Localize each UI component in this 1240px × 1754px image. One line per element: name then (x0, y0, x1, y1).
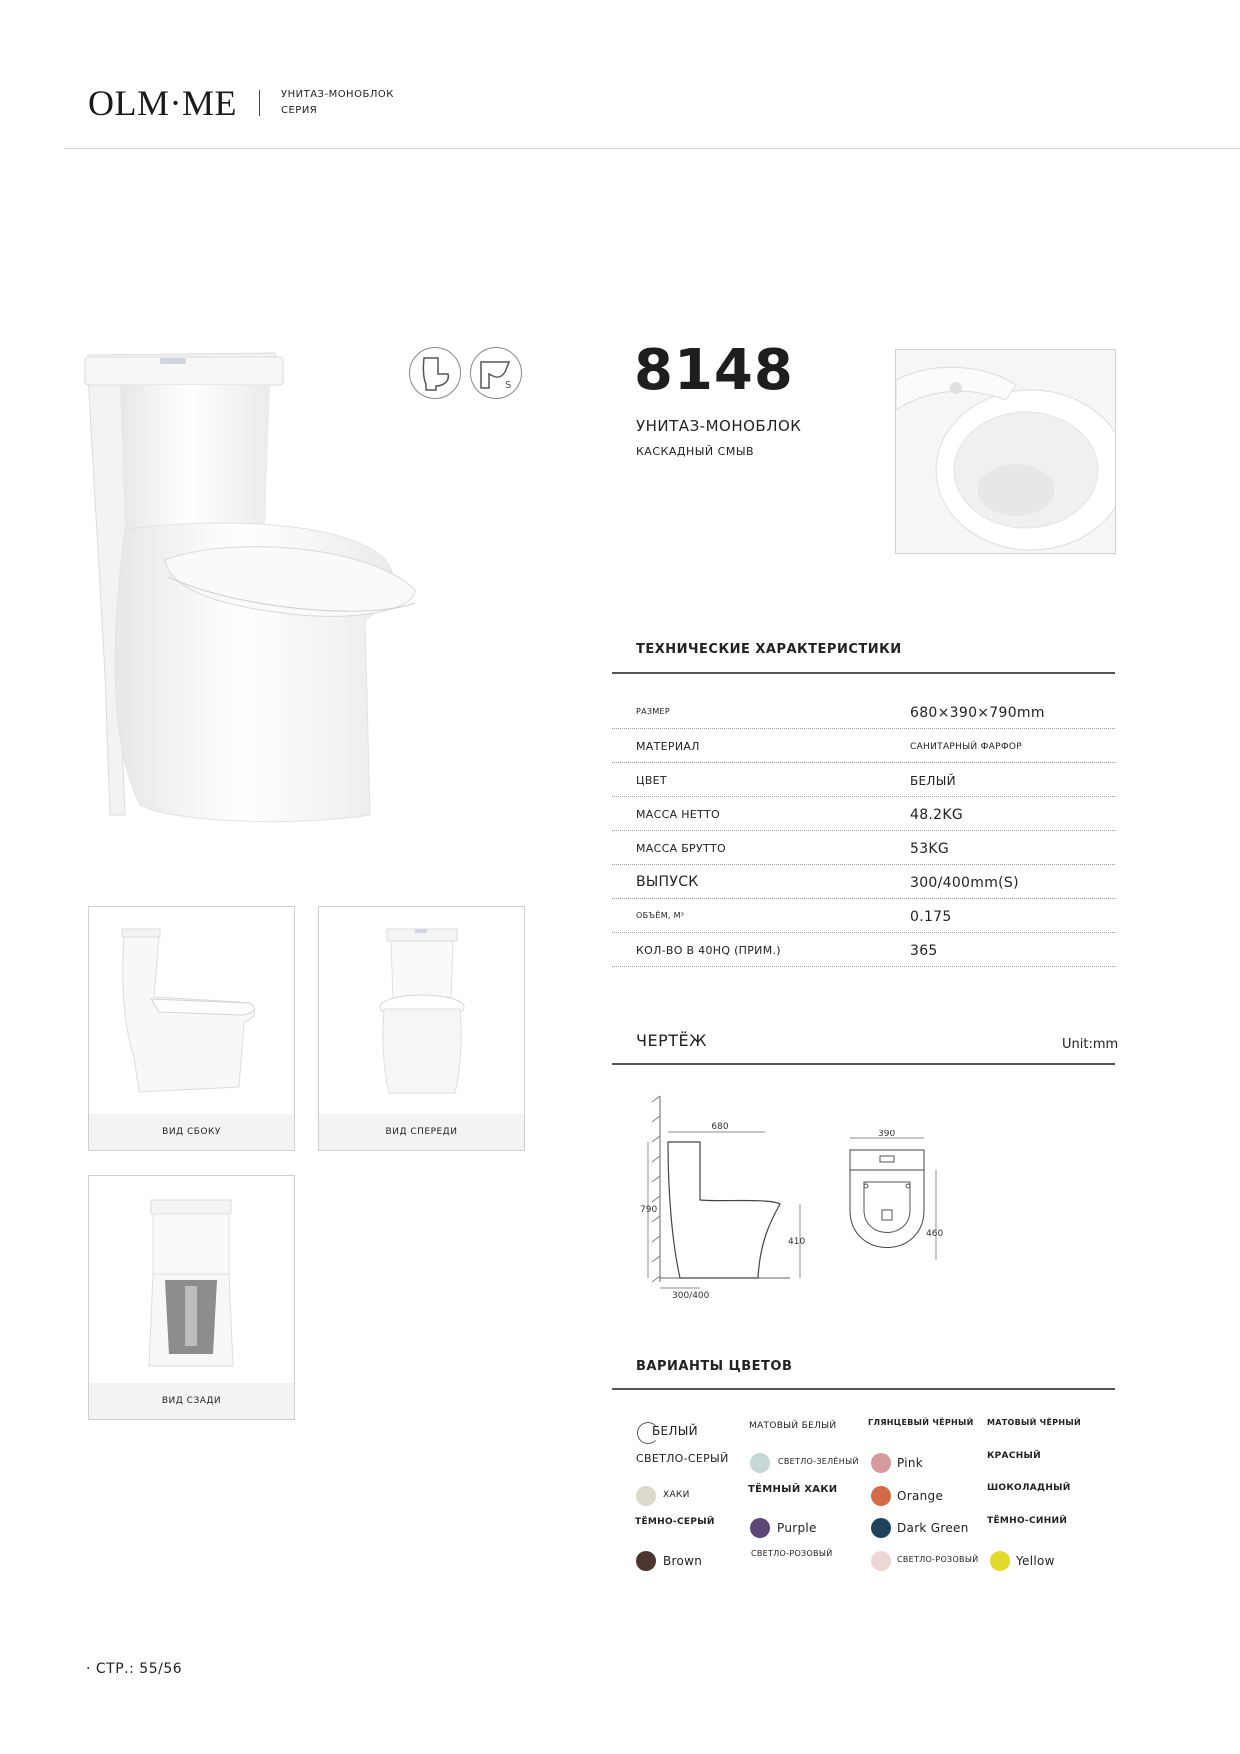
front-view-caption: ВИД СПЕРЕДИ (319, 1114, 524, 1150)
drawing-rule (612, 1063, 1115, 1065)
spec-key: МАССА БРУТТО (636, 842, 726, 855)
spec-row (612, 694, 1115, 729)
color-label-gloss-black: ГЛЯНЦЕВЫЙ ЧЁРНЫЙ (868, 1418, 974, 1427)
svg-text:S: S (505, 380, 512, 391)
spec-key: РАЗМЕР (636, 707, 671, 716)
specs-title: ТЕХНИЧЕСКИЕ ХАРАКТЕРИСТИКИ (636, 642, 902, 657)
swatch-pink (871, 1453, 891, 1473)
color-label-dark-blue: ТЁМНО-СИНИЙ (987, 1516, 1068, 1526)
dim-width: 390 (878, 1130, 896, 1139)
dim-outlet: 300/400 (672, 1291, 710, 1301)
dim-depth: 460 (926, 1229, 944, 1239)
dim-height: 790 (640, 1205, 658, 1215)
color-label-matte-white: МАТОВЫЙ БЕЛЫЙ (749, 1421, 837, 1431)
bowl-detail-image (895, 349, 1116, 554)
page-number: · СТР.: 55/56 (86, 1661, 183, 1677)
spec-key: МАТЕРИАЛ (636, 740, 700, 753)
rear-view-card (88, 1175, 295, 1420)
header-rule (64, 148, 1240, 149)
color-label-light-pink-1: СВЕТЛО-РОЗОВЫЙ (751, 1549, 833, 1558)
swatch-yellow (990, 1551, 1010, 1571)
flush-type: КАСКАДНЫЙ СМЫВ (636, 445, 755, 458)
color-label-light-pink-2: СВЕТЛО-РОЗОВЫЙ (897, 1555, 979, 1564)
one-piece-toilet-icon (409, 347, 461, 399)
color-label-light-grey: СВЕТЛО-СЕРЫЙ (636, 1452, 729, 1465)
spec-row (612, 762, 1115, 797)
color-label-chocolate: ШОКОЛАДНЫЙ (987, 1483, 1071, 1493)
front-view-card (318, 906, 525, 1151)
header-series-type: УНИТАЗ-МОНОБЛОК (281, 89, 394, 100)
dim-seat-height: 410 (788, 1237, 806, 1247)
color-label-purple: Purple (777, 1521, 817, 1535)
front-view-image (319, 907, 524, 1112)
side-view-caption: ВИД СБОКУ (89, 1114, 294, 1150)
color-label-brown: Brown (663, 1554, 703, 1568)
spec-key: ВЫПУСК (636, 874, 699, 890)
color-label-red: КРАСНЫЙ (987, 1451, 1042, 1461)
swatch-khaki (636, 1486, 656, 1506)
side-view-card (88, 906, 295, 1151)
drawing-unit: Unit:mm (1062, 1037, 1119, 1052)
colors-rule (612, 1388, 1115, 1390)
swatch-light-green (750, 1453, 770, 1473)
spec-key: МАССА НЕТТО (636, 808, 721, 821)
side-view-image (89, 907, 294, 1112)
color-label-yellow: Yellow (1016, 1554, 1055, 1568)
spec-value: 48.2KG (910, 807, 964, 823)
spec-key: КОЛ-ВО В 40HQ (ПРИМ.) (636, 944, 781, 957)
rear-view-caption: ВИД СЗАДИ (89, 1383, 294, 1419)
header-series-label: СЕРИЯ (281, 105, 318, 116)
color-label-khaki: ХАКИ (663, 1490, 690, 1500)
spec-row (612, 932, 1115, 967)
spec-key: ЦВЕТ (636, 774, 667, 787)
spec-value: 53KG (910, 841, 950, 857)
product-type: УНИТАЗ-МОНОБЛОК (636, 417, 802, 435)
spec-value: БЕЛЫЙ (910, 774, 956, 788)
spec-value: 365 (910, 943, 938, 959)
color-label-dark-green: Dark Green (897, 1521, 969, 1535)
color-label-pink: Pink (897, 1456, 924, 1470)
color-label-orange: Orange (897, 1489, 944, 1503)
specs-rule (612, 672, 1115, 674)
spec-value: 680×390×790mm (910, 705, 1045, 721)
rear-view-image (89, 1176, 294, 1381)
spec-row (612, 728, 1115, 763)
colors-title: ВАРИАНТЫ ЦВЕТОВ (636, 1359, 793, 1374)
spec-value: 300/400mm(S) (910, 875, 1019, 891)
color-label-white: БЕЛЫЙ (652, 1424, 698, 1438)
spec-row (612, 898, 1115, 933)
swatch-brown (636, 1551, 656, 1571)
spec-row (612, 864, 1115, 899)
brand-logo: OLM·ME (88, 83, 237, 123)
spec-value: САНИТАРНЫЙ ФАРФОР (910, 742, 1023, 752)
dim-length: 680 (711, 1122, 729, 1132)
top-view-drawing (840, 1130, 950, 1280)
spec-row (612, 830, 1115, 865)
swatch-dark-green (871, 1518, 891, 1538)
swatch-light-pink (871, 1551, 891, 1571)
header-divider (259, 90, 260, 116)
drawing-title: ЧЕРТЁЖ (636, 1031, 707, 1050)
model-number: 8148 (634, 338, 794, 403)
color-label-dark-khaki: ТЁМНЫЙ ХАКИ (748, 1484, 838, 1495)
s-trap-icon (470, 347, 522, 399)
swatch-orange (871, 1486, 891, 1506)
color-label-light-green: СВЕТЛО-ЗЕЛЁНЫЙ (778, 1457, 859, 1466)
spec-value: 0.175 (910, 909, 952, 925)
color-label-dark-grey: ТЁМНО-СЕРЫЙ (635, 1517, 715, 1527)
color-label-matte-black: МАТОВЫЙ ЧЁРНЫЙ (987, 1418, 1081, 1427)
main-product-image (80, 345, 430, 825)
spec-row (612, 796, 1115, 831)
spec-key: ОБЪЁМ, М³ (636, 911, 685, 920)
swatch-purple (750, 1518, 770, 1538)
